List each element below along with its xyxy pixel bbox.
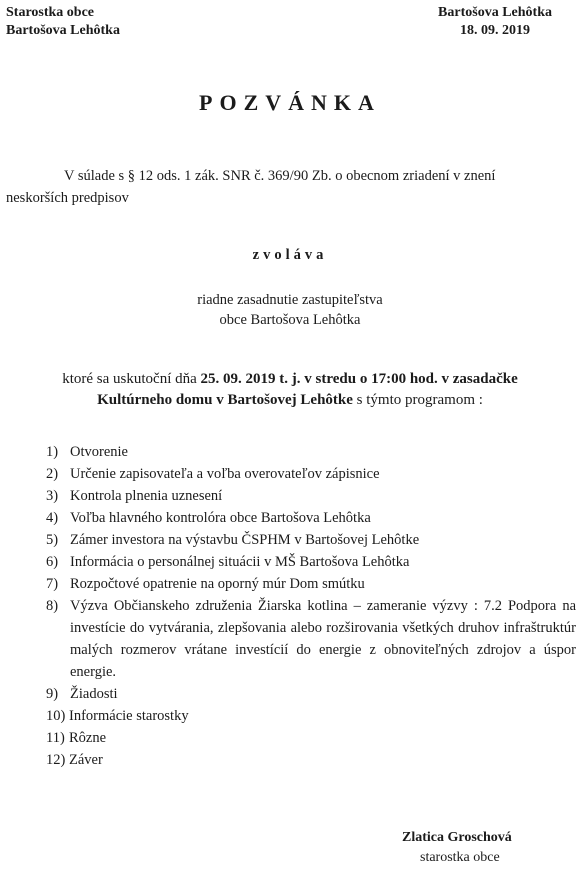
sender-municipality: Bartošova Lehôtka — [6, 23, 120, 38]
agenda-item — [46, 485, 576, 507]
legal-basis — [6, 165, 569, 209]
agenda-item — [46, 595, 576, 683]
agenda-item-number: 10) — [46, 708, 66, 724]
signatory-name: Zlatica Groschová — [402, 830, 512, 845]
legal-basis-line1: V súlade s § 12 ods. 1 zák. SNR č. 369/90 Zb. o obecnom zriadení v znení — [64, 168, 496, 184]
meeting-line2: obce Bartošova Lehôtka — [219, 312, 361, 328]
signature-block — [402, 828, 512, 868]
agenda-item-text: Žiadosti — [70, 686, 118, 702]
agenda-item-text: Informácia o personálnej situácii v MŠ Bartošova Lehôtka — [70, 554, 410, 570]
sender-title: Starostka obce — [6, 5, 95, 20]
agenda-item-text: Voľba hlavného kontrolóra obce Bartošova Lehôtka — [70, 510, 371, 526]
agenda-item — [46, 551, 576, 573]
agenda-item-number: 11) — [46, 730, 65, 746]
agenda-item-number: 1) — [46, 444, 59, 460]
agenda-item-number: 8) — [46, 598, 59, 614]
agenda-item-number: 5) — [46, 532, 59, 548]
meeting-time-line — [0, 369, 580, 390]
agenda-item — [46, 441, 576, 463]
place: Bartošova Lehôtka — [438, 5, 552, 20]
meeting-time-suffix: s týmto programom : — [352, 392, 483, 408]
agenda-item — [46, 463, 576, 485]
agenda-item-text: Zámer investora na výstavbu ČSPHM v Bartošovej Lehôtke — [70, 532, 420, 548]
agenda-item-number: 9) — [46, 686, 59, 702]
agenda-item-text: Kontrola plnenia uznesení — [70, 488, 223, 504]
date: 18. 09. 2019 — [460, 23, 531, 38]
agenda-item-number: 3) — [46, 488, 59, 504]
agenda-item — [46, 573, 576, 595]
agenda-item-number: 4) — [46, 510, 59, 526]
agenda-item-text: Určenie zapisovateľa a voľba overovateľov zápisnice — [70, 466, 380, 482]
legal-basis-line2: neskorších predpisov — [6, 190, 129, 206]
agenda-item-text: Výzva Občianskeho združenia Žiarska kotlina – zameranie výzvy : 7.2 Podpora na investície do vytvárania, zlepšovania alebo rozširovania všetkých druhov infraštruktúr malých rozmerov vrátane investícií do energie z obnoviteľných zdrojov a úspor energie. — [70, 598, 576, 680]
meeting-line1: riadne zasadnutie zastupiteľstva — [197, 292, 383, 308]
meeting-time-place — [0, 369, 580, 411]
agenda-item-text: Otvorenie — [70, 444, 128, 460]
agenda-item — [46, 749, 576, 771]
agenda-item — [46, 683, 576, 705]
sender-block — [6, 4, 120, 40]
signatory-role: starostka obce — [420, 850, 500, 865]
agenda-item-text: Informácie starostky — [69, 708, 189, 724]
convenes-heading: zvoláva — [252, 247, 328, 263]
meeting-place-line — [0, 390, 580, 411]
meeting-place: Kultúrneho domu v Bartošovej Lehôtke — [97, 392, 353, 408]
agenda-item-text: Rôzne — [69, 730, 107, 746]
agenda-item-number: 6) — [46, 554, 59, 570]
meeting-description — [0, 290, 580, 330]
agenda-item-number: 12) — [46, 752, 66, 768]
agenda-item — [46, 529, 576, 551]
meeting-datetime: 25. 09. 2019 t. j. v stredu o 17:00 hod. v zasadačke — [200, 371, 518, 387]
place-date-block — [438, 4, 552, 40]
agenda-list — [46, 441, 576, 771]
document-title: POZVÁNKA — [199, 90, 381, 115]
agenda-item — [46, 727, 576, 749]
agenda-item — [46, 507, 576, 529]
agenda-item-number: 2) — [46, 466, 59, 482]
agenda-item-number: 7) — [46, 576, 59, 592]
agenda-item-text: Rozpočtové opatrenie na oporný múr Dom smútku — [70, 576, 365, 592]
agenda-item-text: Záver — [69, 752, 103, 768]
agenda-item — [46, 705, 576, 727]
meeting-time-prefix: ktoré sa uskutoční dňa — [62, 371, 201, 387]
